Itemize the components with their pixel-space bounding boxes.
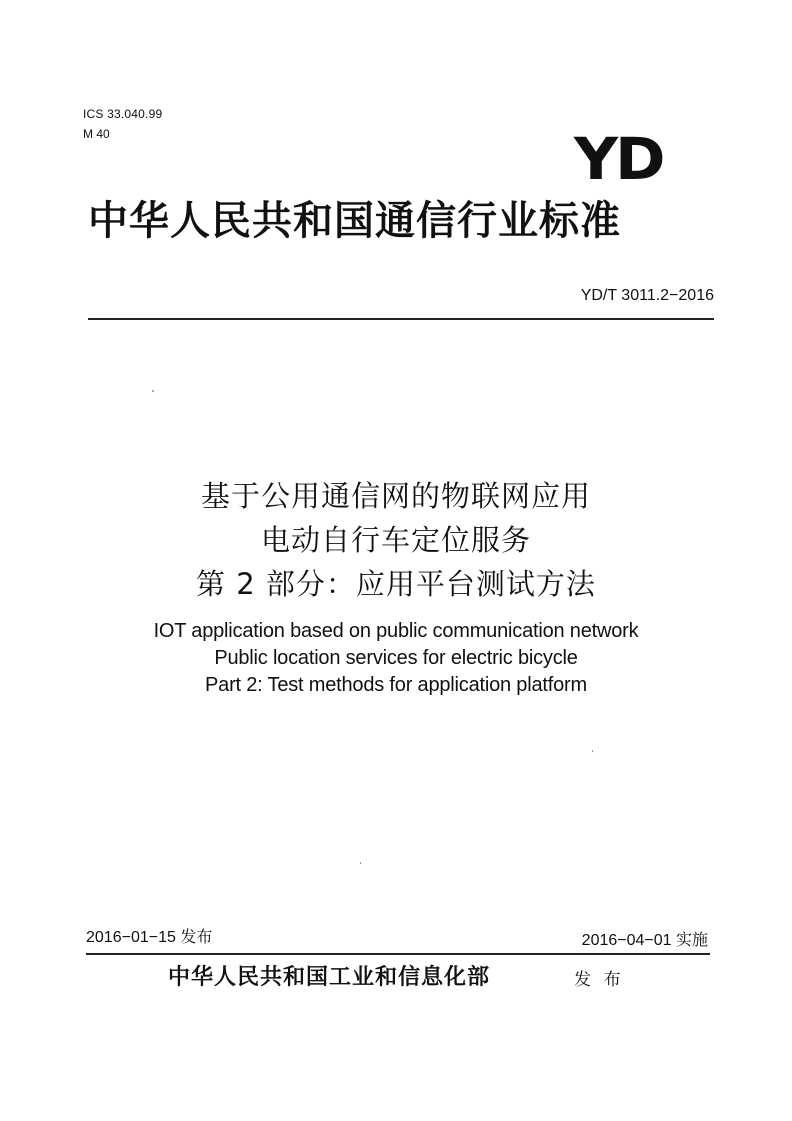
chinese-title-line: 第 2 部分：应用平台测试方法 bbox=[196, 567, 596, 601]
scan-speck bbox=[360, 862, 361, 864]
english-title-line: IOT application based on public communication network bbox=[153, 620, 639, 642]
yd-logo: YD bbox=[574, 125, 663, 193]
english-title bbox=[0, 618, 792, 699]
chinese-title-line: 电动自行车定位服务 bbox=[260, 523, 531, 557]
issued-label: 发 布 bbox=[574, 970, 625, 989]
scan-speck bbox=[592, 750, 593, 752]
english-title-line: Public location services for electric bicycle bbox=[214, 647, 578, 669]
ccs-code: M 40 bbox=[83, 127, 110, 141]
issue-date: 2016−01−15 发布 bbox=[86, 929, 213, 946]
english-title-line: Part 2: Test methods for application platform bbox=[205, 674, 587, 696]
issuing-authority: 中华人民共和国工业和信息化部 bbox=[168, 964, 491, 990]
chinese-title-line: 基于公用通信网的物联网应用 bbox=[200, 479, 591, 513]
chinese-title bbox=[0, 474, 792, 606]
implementation-date: 2016−04−01 实施 bbox=[581, 932, 708, 949]
standard-number: YD/T 3011.2−2016 bbox=[580, 287, 714, 304]
footer-divider bbox=[86, 953, 710, 955]
scan-speck bbox=[152, 390, 154, 392]
ics-code: ICS 33.040.99 bbox=[83, 107, 163, 121]
standard-category-title: 中华人民共和国通信行业标准 bbox=[88, 198, 621, 244]
header-divider bbox=[88, 318, 714, 320]
